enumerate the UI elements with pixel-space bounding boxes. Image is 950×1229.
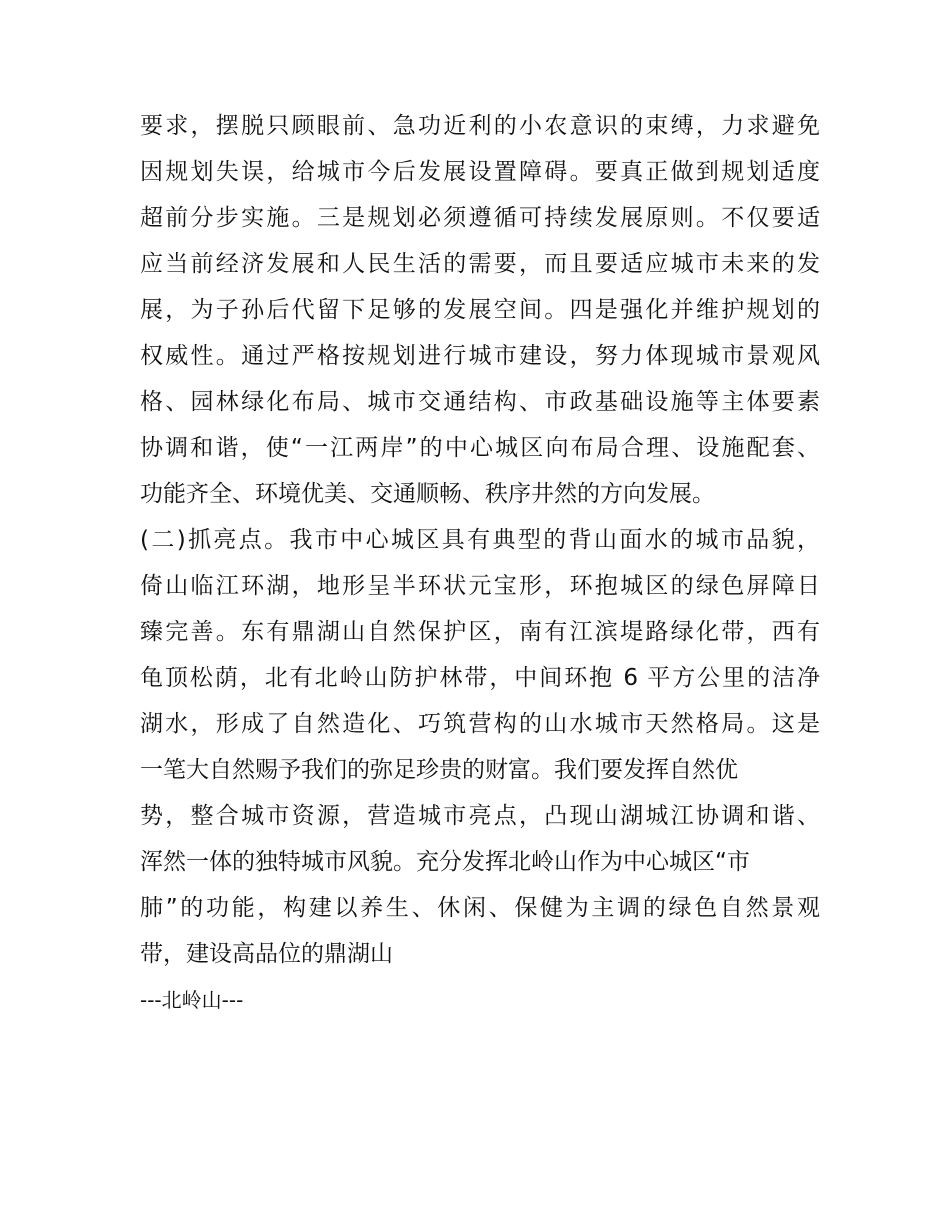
text-line: 应当前经济发展和人民生活的需要，而且要适应城市未来的发 (140, 251, 820, 277)
text-line: 湖水，形成了自然造化、巧筑营构的山水城市天然格局。这是 (140, 711, 820, 737)
page-footer: ---北岭山--- (140, 988, 244, 1012)
text-line: 带，建设高品位的鼎湖山 (140, 941, 393, 967)
text-line: 一笔大自然赐予我们的弥足珍贵的财富。我们要发挥自然优 (140, 757, 738, 783)
text-line: 因规划失误，给城市今后发展设置障碍。要真正做到规划适度 (140, 159, 820, 185)
body-text (140, 103, 820, 1023)
text-line: 超前分步实施。三是规划必须遵循可持续发展原则。不仅要适 (140, 205, 820, 231)
text-line: 要求，摆脱只顾眼前、急功近利的小农意识的束缚，力求避免 (140, 113, 820, 139)
text-line: 协调和谐，使“一江两岸”的中心城区向布局合理、设施配套、 (140, 435, 820, 461)
text-line: 浑然一体的独特城市风貌。充分发挥北岭山作为中心城区“市 (140, 849, 750, 875)
text-line: 势，整合城市资源，营造城市亮点，凸现山湖城江协调和谐、 (140, 803, 820, 829)
section-heading-line: (二)抓亮点。我市中心城区具有典型的背山面水的城市品貌， (140, 527, 820, 553)
text-line: 臻完善。东有鼎湖山自然保护区，南有江滨堤路绿化带，西有 (140, 619, 820, 645)
text-line: 权威性。通过严格按规划进行城市建设，努力体现城市景观风 (140, 343, 820, 369)
text-line: 展，为子孙后代留下足够的发展空间。四是强化并维护规划的 (140, 297, 820, 323)
text-line: 功能齐全、环境优美、交通顺畅、秩序井然的方向发展。 (140, 481, 715, 507)
text-line: 格、园林绿化布局、城市交通结构、市政基础设施等主体要素 (140, 389, 820, 415)
text-line: 龟顶松荫，北有北岭山防护林带，中间环抱 6 平方公里的洁净 (140, 665, 820, 691)
text-line: 肺”的功能，构建以养生、休闲、保健为主调的绿色自然景观 (140, 895, 820, 921)
text-line: 倚山临江环湖，地形呈半环状元宝形，环抱城区的绿色屏障日 (140, 573, 820, 599)
